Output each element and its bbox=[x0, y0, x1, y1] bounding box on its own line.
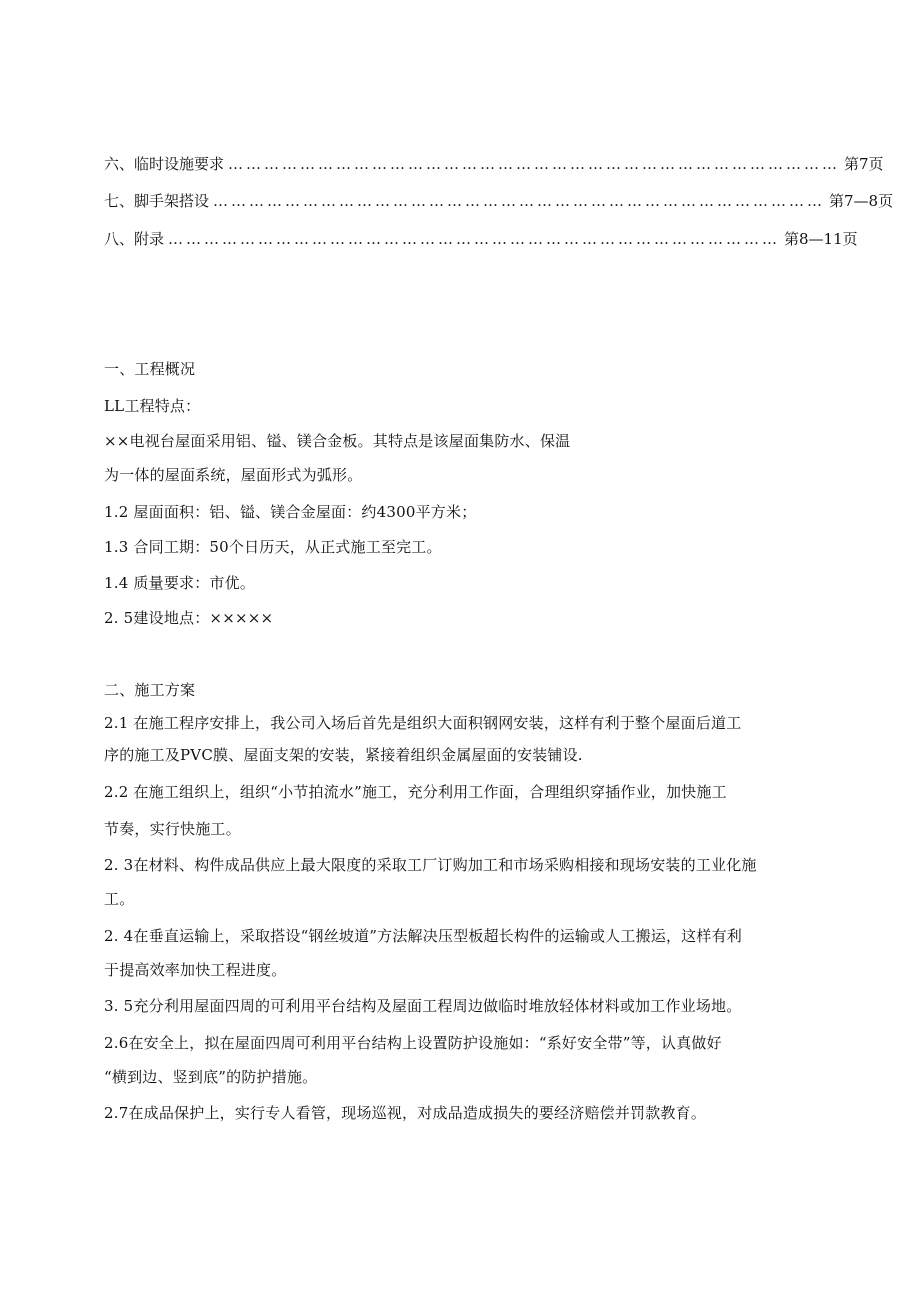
toc-page: 第7页 bbox=[844, 155, 884, 173]
paragraph-line: 序的施工及PVC膜、屋面支架的安装，紧接着组织金属屋面的安装铺设. bbox=[104, 746, 583, 764]
paragraph-line: 为一体的屋面系统，屋面形式为弧形。 bbox=[104, 466, 363, 484]
toc-leader-dots: ………………………………………………………………………………………… bbox=[228, 155, 841, 173]
toc-page: 第8—11页 bbox=[784, 230, 858, 248]
toc-leader-dots: ………………………………………………………………………………………… bbox=[213, 192, 826, 210]
paragraph-line: 3. 5充分利用屋面四周的可利用平台结构及屋面工程周边做临时堆放轻体材料或加工作业场地。 bbox=[104, 997, 742, 1015]
paragraph-line: 节奏，实行快施工。 bbox=[104, 820, 241, 838]
paragraph-line: 2. 3在材料、构件成品供应上最大限度的采取工厂订购加工和市场采购相接和现场安装的工业化施 bbox=[104, 856, 757, 874]
section-heading: 二、施工方案 bbox=[104, 681, 196, 699]
toc-label: 八、附录 bbox=[104, 230, 165, 248]
toc-leader-dots: ………………………………………………………………………………………… bbox=[168, 230, 781, 248]
list-item: 1.4 质量要求：市优。 bbox=[104, 574, 256, 592]
toc-entry bbox=[104, 154, 884, 174]
list-item: 1.3 合同工期：50个日历天，从正式施工至完工。 bbox=[104, 538, 442, 556]
paragraph-line: 2.1 在施工程序安排上，我公司入场后首先是组织大面积钢网安装，这样有利于整个屋面后道工 bbox=[104, 714, 742, 732]
subheading: LL工程特点： bbox=[104, 397, 201, 415]
section-heading: 一、工程概况 bbox=[104, 360, 196, 378]
paragraph-line: 2. 4在垂直运输上，采取搭设“钢丝坡道”方法解决压型板超长构件的运输或人工搬运，这样有利 bbox=[104, 927, 742, 945]
list-item: 2. 5建设地点：××××× bbox=[104, 609, 274, 627]
toc-label: 七、脚手架搭设 bbox=[104, 192, 210, 210]
paragraph-line: 2.6在安全上，拟在屋面四周可利用平台结构上设置防护设施如：“系好安全带”等，认真做好 bbox=[104, 1034, 722, 1052]
toc-label: 六、临时设施要求 bbox=[104, 155, 225, 173]
list-item: 1.2 屋面面积：铝、镒、镁合金屋面：约4300平方米； bbox=[104, 503, 477, 521]
paragraph-line: 于提高效率加快工程进度。 bbox=[104, 961, 287, 979]
toc-entry bbox=[104, 191, 894, 211]
toc-entry bbox=[104, 229, 858, 249]
paragraph-line: 工。 bbox=[104, 890, 135, 908]
paragraph-line: 2.7在成品保护上，实行专人看管，现场巡视，对成品造成损失的要经济赔偿并罚款教育。 bbox=[104, 1104, 707, 1122]
paragraph-line: 2.2 在施工组织上，组织“小节拍流水”施工，充分利用工作面，合理组织穿插作业，加快施工 bbox=[104, 783, 727, 801]
toc-page: 第7—8页 bbox=[829, 192, 894, 210]
paragraph-line: ××电视台屋面采用铝、镒、镁合金板。其特点是该屋面集防水、保温 bbox=[104, 432, 571, 450]
paragraph-line: “横到边、竖到底”的防护措施。 bbox=[104, 1068, 318, 1086]
